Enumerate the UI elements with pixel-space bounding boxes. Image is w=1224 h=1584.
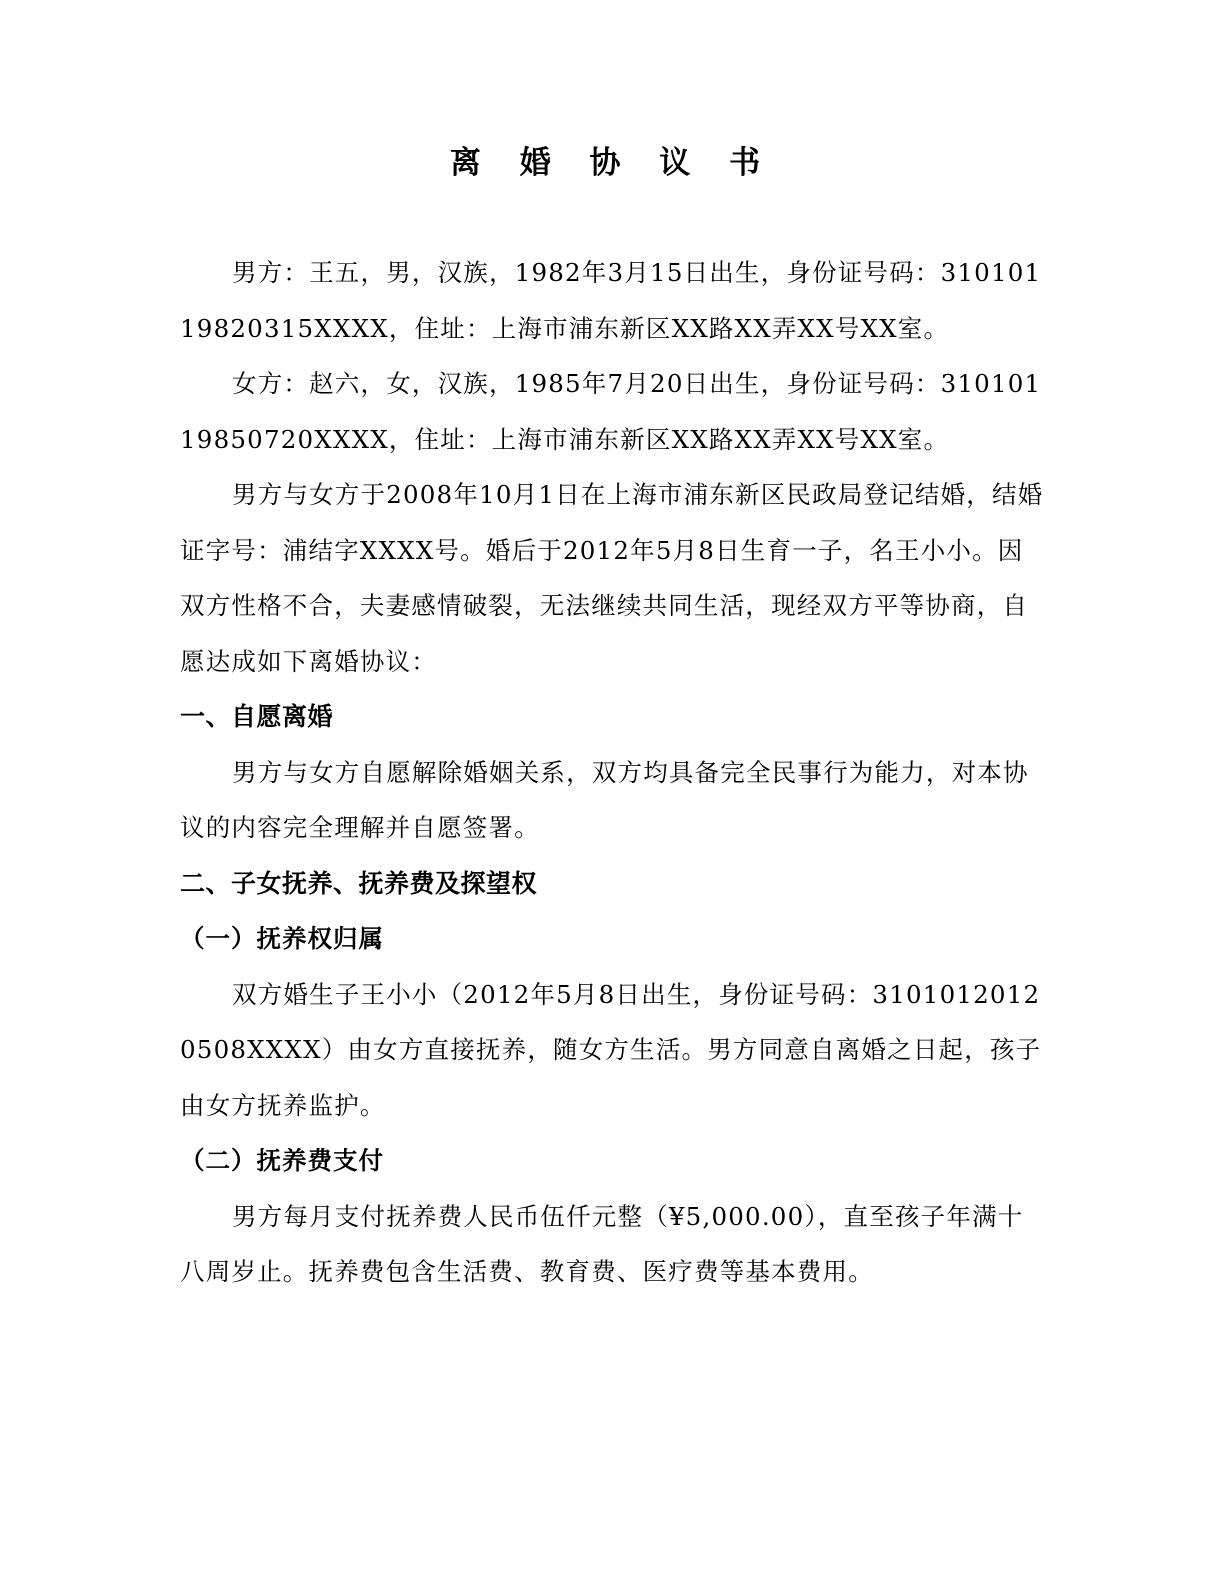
document-body — [180, 245, 1045, 1300]
document-title: 离 婚 协 议 书 — [449, 145, 775, 181]
custody-paragraph: 双方婚生子王小小（2012年5月8日出生，身份证号码：31010120120508XXXX）由女方直接抚养，随女方生活。男方同意自离婚之日起，孩子由女方抚养监护。 — [180, 979, 1042, 1120]
subsection-heading-child-support: （二）抚养费支付 — [180, 1146, 384, 1175]
child-support-paragraph: 男方每月支付抚养费人民币伍仟元整（¥5,000.00），直至孩子年满十八周岁止。抚养费包含生活费、教育费、医疗费等基本费用。 — [180, 1201, 1024, 1286]
wife-info-paragraph: 女方：赵六，女，汉族，1985年7月20日出生，身份证号码：31010119850720XXXX，住址：上海市浦东新区XX路XX弄XX号XX室。 — [180, 369, 1042, 454]
husband-info-paragraph: 男方：王五，男，汉族，1982年3月15日出生，身份证号码：31010119820315XXXX，住址：上海市浦东新区XX路XX弄XX号XX室。 — [180, 258, 1042, 343]
section-heading-child-custody: 二、子女抚养、抚养费及探望权 — [180, 868, 538, 898]
marriage-intro-paragraph: 男方与女方于2008年10月1日在上海市浦东新区民政局登记结婚，结婚证字号：浦结字XXXX号。婚后于2012年5月8日生育一子，名王小小。因双方性格不合，夫妻感情破裂，无法继续共同生活，现经双方平等协商，自愿达成如下离婚协议： — [180, 480, 1044, 676]
subsection-heading-custody: （一）抚养权归属 — [180, 924, 384, 953]
section-heading-voluntary-divorce: 一、自愿离婚 — [180, 702, 334, 731]
voluntary-divorce-paragraph: 男方与女方自愿解除婚姻关系，双方均具备完全民事行为能力，对本协议的内容完全理解并自愿签署。 — [180, 757, 1029, 842]
